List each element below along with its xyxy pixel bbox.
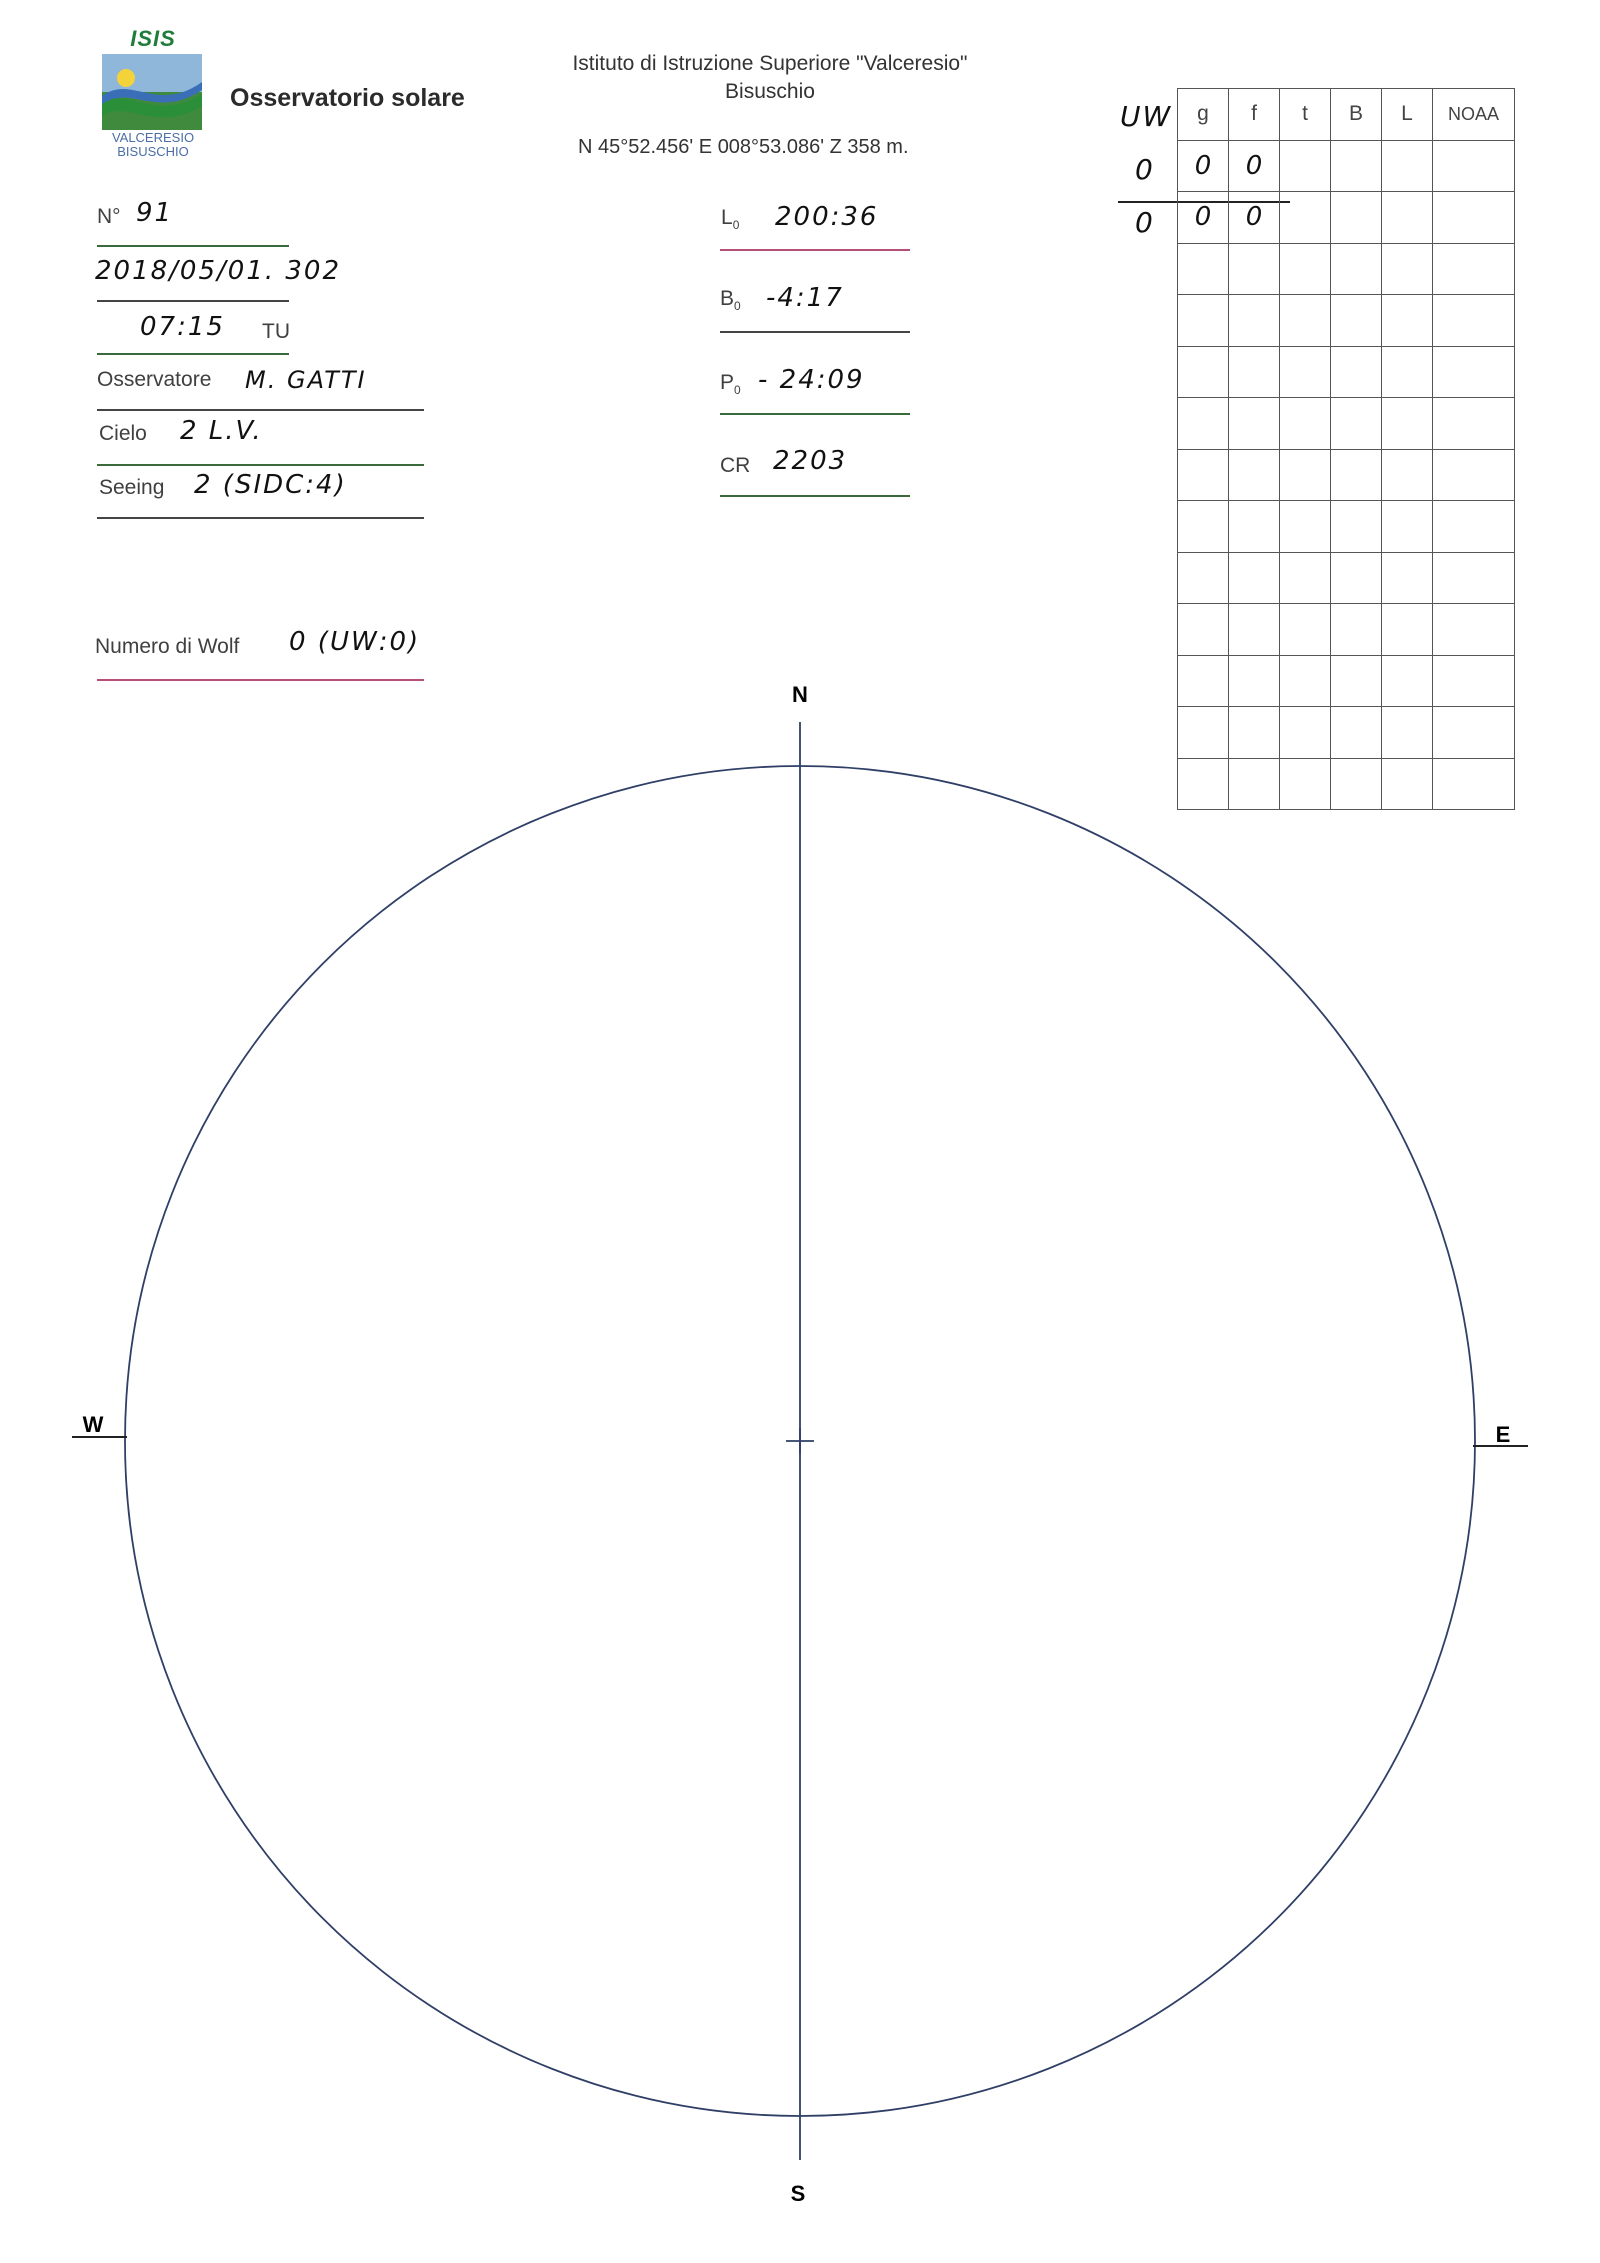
p0-label: $P_0$: [720, 371, 741, 398]
west-label: W: [82, 1412, 104, 1437]
number-value: 91: [136, 198, 174, 228]
east-label: E: [1495, 1422, 1511, 1447]
b0-value: -4:17: [766, 283, 844, 313]
observer-value: M. GATTI: [245, 366, 367, 394]
time-value: 07:15: [140, 312, 225, 342]
column-header-b: B: [1331, 89, 1382, 141]
sky-value: 2 L.V.: [180, 416, 263, 446]
wolf-number-value: 0 (UW:0): [289, 627, 421, 657]
wolf-number-label: Numero di Wolf: [95, 635, 240, 658]
seeing-label: Seeing: [99, 476, 165, 499]
sky-label: Cielo: [99, 422, 147, 445]
institute-town: Bisuschio: [725, 80, 815, 103]
row1-f-cell: 0: [1229, 140, 1280, 192]
logo-text: ISIS: [130, 26, 176, 51]
date-value: 2018/05/01. 302: [95, 256, 342, 286]
row2-g-cell: 0: [1178, 192, 1229, 244]
column-header-t: t: [1280, 89, 1331, 141]
uw-row1-value: 0: [1135, 153, 1155, 186]
south-label: S: [790, 2181, 806, 2206]
observer-label: Osservatore: [97, 368, 212, 391]
row1-g-cell: 0: [1178, 140, 1229, 192]
column-header-f: f: [1229, 89, 1280, 141]
column-header-noaa: NOAA: [1433, 89, 1515, 141]
carrington-rotation-value: 2203: [773, 446, 848, 476]
institute-name: Istituto di Istruzione Superiore "Valceresio": [572, 52, 968, 75]
l0-value: 200:36: [775, 202, 879, 232]
time-unit: TU: [262, 320, 290, 343]
north-label: N: [792, 682, 808, 707]
row2-f-cell: 0: [1229, 192, 1280, 244]
number-label: N°: [97, 205, 121, 228]
uw-header: UW: [1120, 100, 1173, 133]
column-header-l: L: [1382, 89, 1433, 141]
uw-row2-value: 0: [1135, 206, 1155, 239]
l0-label: $L_0$: [721, 206, 740, 233]
logo-caption-bisuschio: BISUSCHIO: [117, 144, 189, 159]
carrington-rotation-label: CR: [720, 454, 751, 477]
observatory-title: Osservatorio solare: [230, 84, 465, 112]
seeing-value: 2 (SIDC:4): [194, 470, 347, 500]
b0-label: $B_0$: [720, 287, 741, 314]
column-header-g: g: [1178, 89, 1229, 141]
p0-value: - 24:09: [758, 365, 865, 395]
logo-caption-valceresio: VALCERESIO: [111, 130, 195, 145]
observatory-coordinates: N 45°52.456' E 008°53.086' Z 358 m.: [578, 136, 909, 158]
